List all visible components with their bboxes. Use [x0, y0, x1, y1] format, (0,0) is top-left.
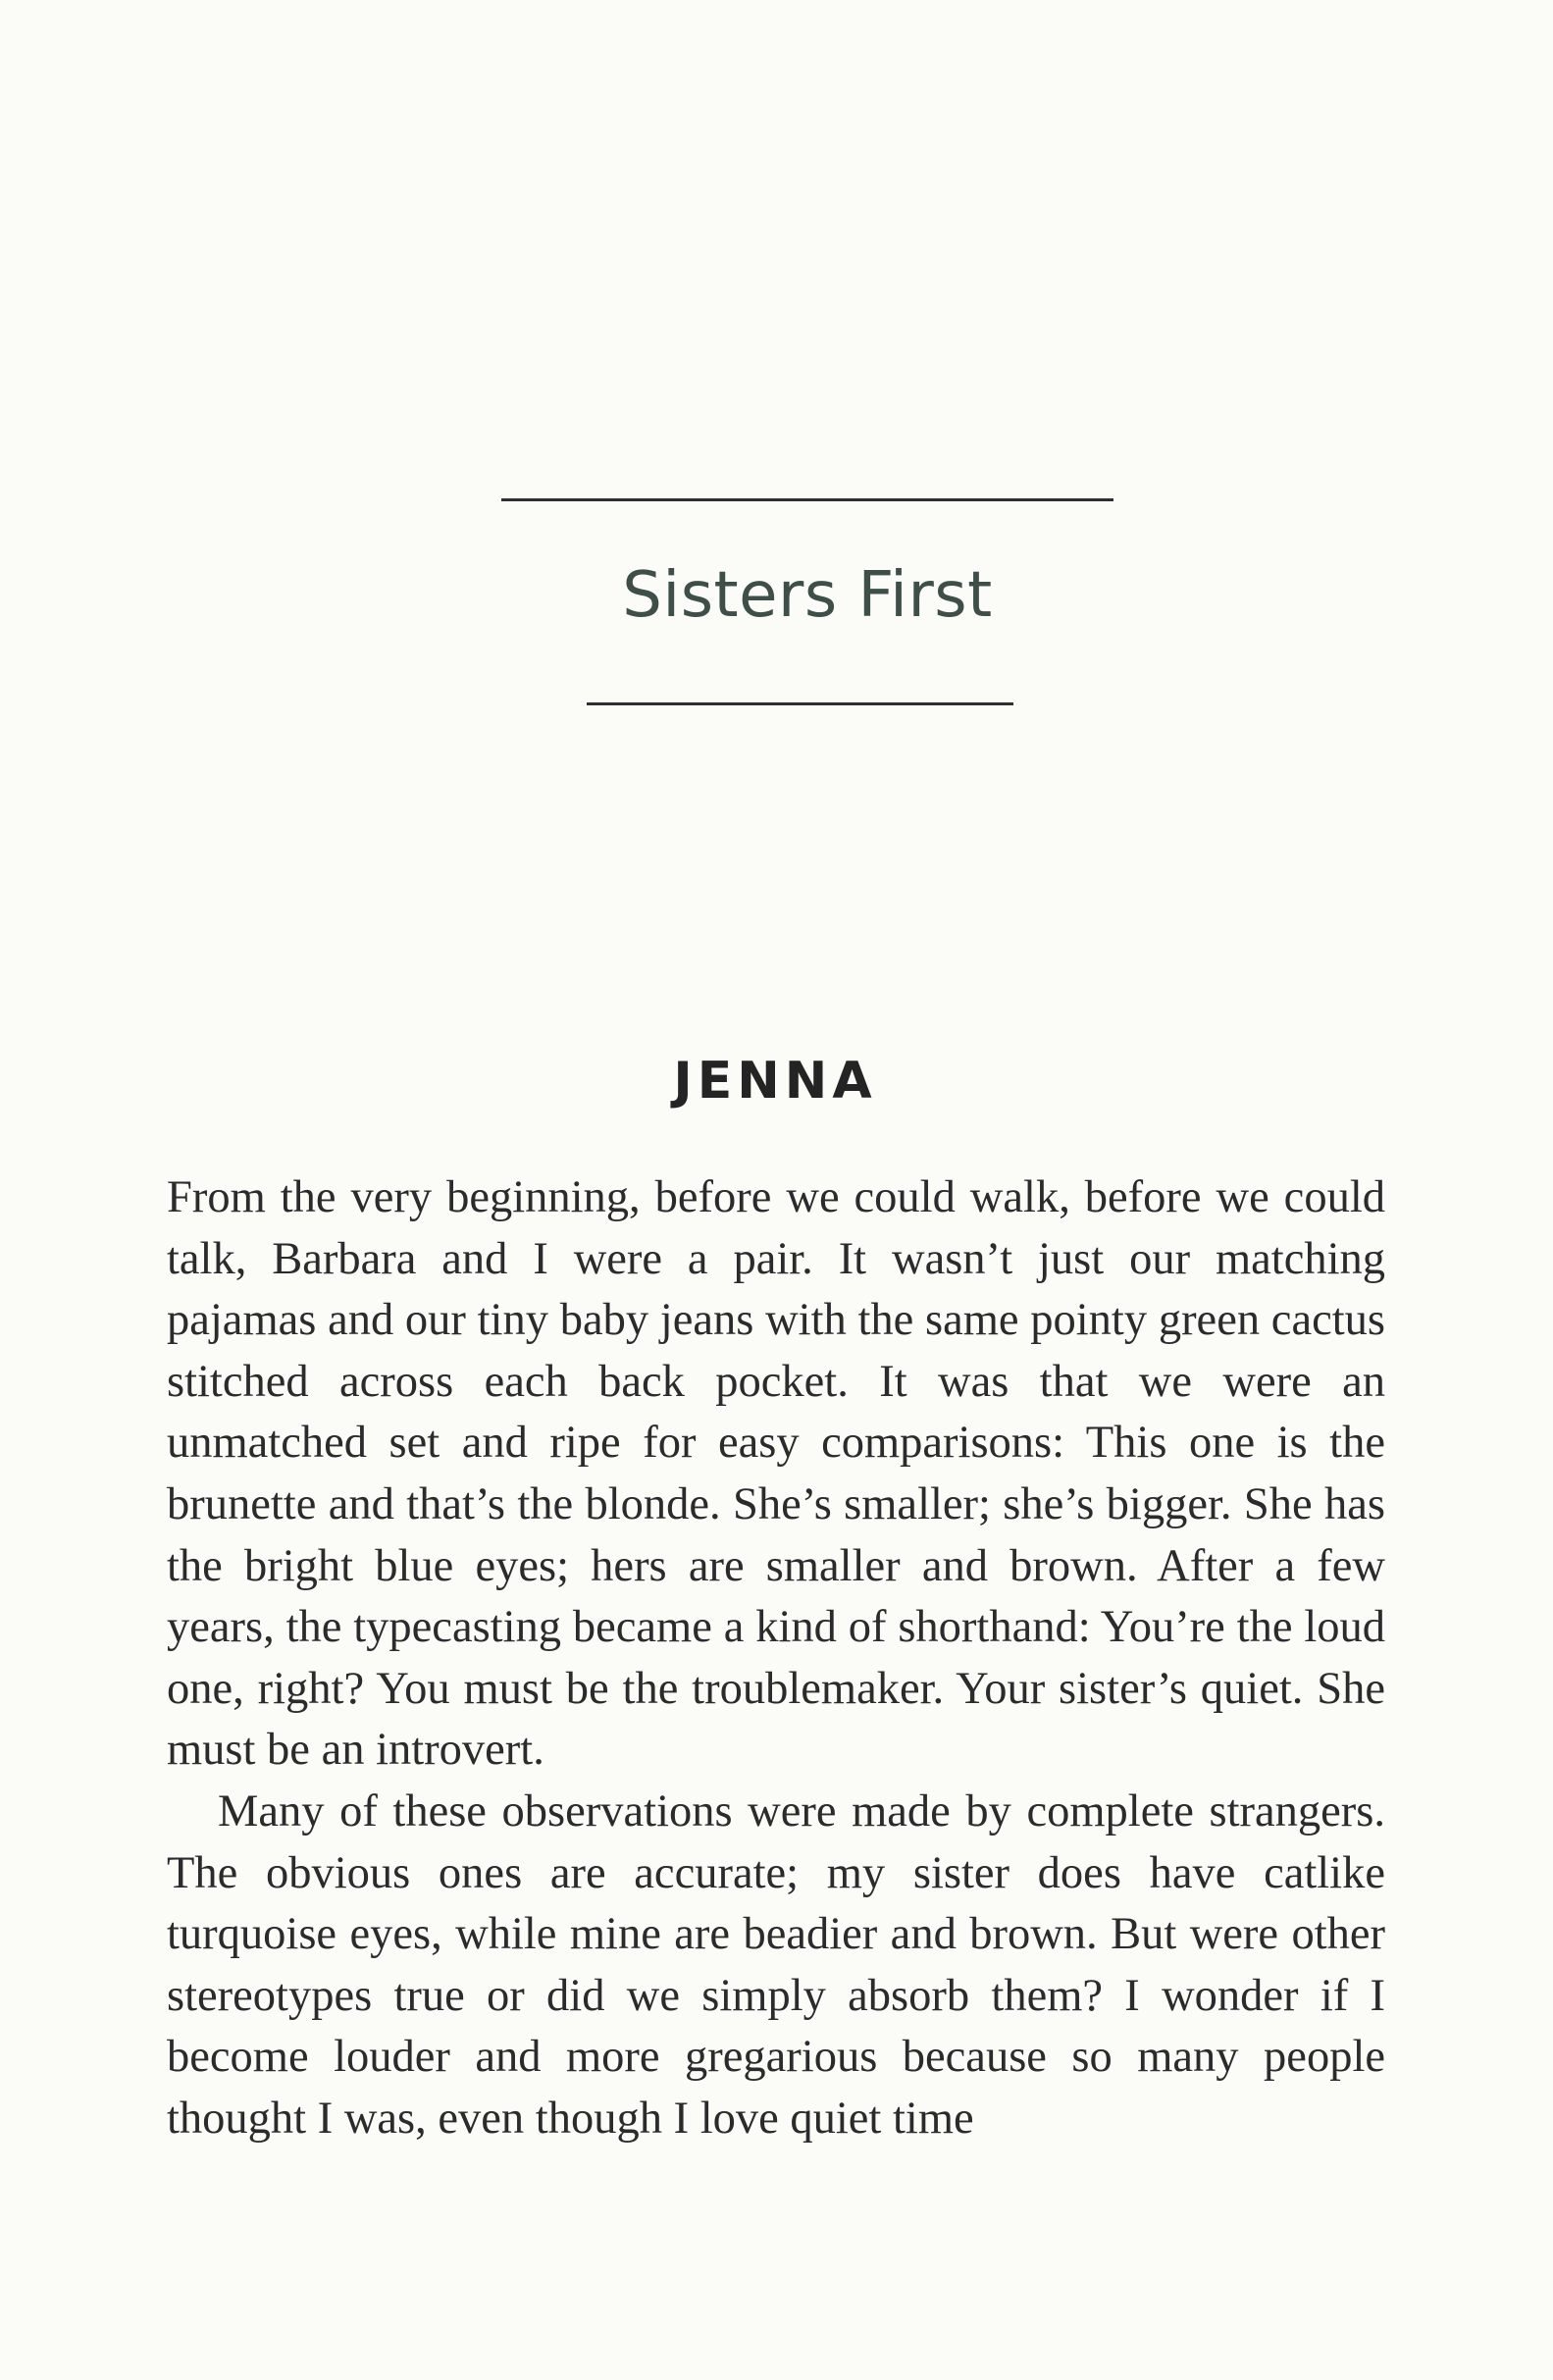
body-text [167, 1167, 1385, 2150]
title-rule-bottom [587, 702, 1013, 705]
chapter-title: Sisters First [622, 559, 993, 632]
paragraph: From the very beginning, before we could walk, before we could talk, Barbara and I were a pair. It wasn’t just our matching pajamas and our tiny baby jeans with the same pointy green cactus stitched across each back pocket. It was that we were an unmatched set and ripe for easy comparisons: This one is the brunette and that’s the blonde. She’s smaller; she’s bigger. She has the bright blue eyes; hers are smaller and brown. After a few years, the typecasting became a kind of shorthand: You’re the loud one, right? You must be the troublemaker. Your sister’s quiet. She must be an introvert. [167, 1172, 1385, 1776]
title-rule-top [501, 498, 1113, 501]
section-heading: JENNA [673, 1052, 877, 1111]
paragraph: Many of these observations were made by complete strangers. The obvious ones are accurate; my sister does have catlike turquoise eyes, while mine are beadier and brown. But were other stereotypes true or did we simply absorb them? I wonder if I become louder and more gregarious because so many people thought I was, even though I love quiet time [167, 1785, 1385, 2144]
